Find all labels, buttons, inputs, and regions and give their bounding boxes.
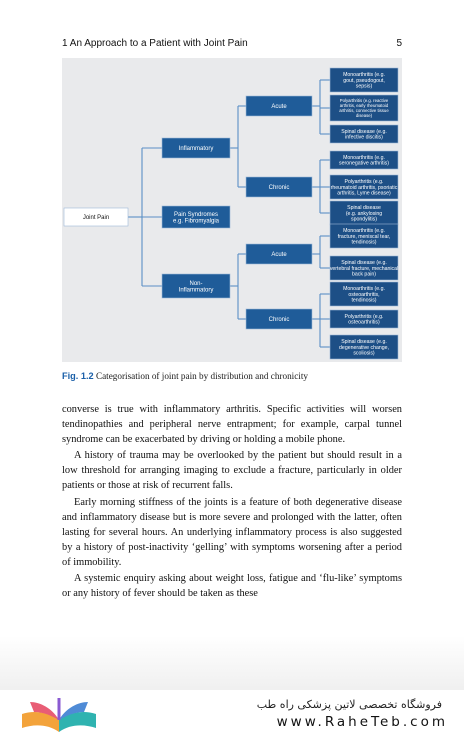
book-logo-icon <box>18 694 100 738</box>
leaf-node-label: Polyarthritis (e.g. reactive <box>339 98 389 104</box>
leaf-node-label: rheumatoid arthritis, psoriatic <box>330 184 398 191</box>
leaf-node-label: infective discitis) <box>345 134 383 141</box>
body-text <box>62 402 402 602</box>
leaf-node-label: spondylitis) <box>351 216 377 223</box>
leaf-node-label: arthritis, connective tissue <box>339 107 389 113</box>
page-fade <box>0 636 464 692</box>
figure-caption <box>62 370 402 382</box>
leaf-node-label: vertebral fracture, mechanical <box>329 265 399 272</box>
leaf-node-label: tendinosis) <box>351 297 377 304</box>
inflammatory-acute-node-label: Acute <box>271 104 287 111</box>
leaf-node-label: Polyarthritis (e.g. <box>344 313 384 320</box>
chapter-title: 1 An Approach to a Patient with Joint Pain <box>62 38 248 49</box>
leaf-node-label: arthritis, early rheumatoid <box>339 103 389 109</box>
leaf-node-label: Monoarthritis (e.g. <box>343 286 385 293</box>
non-inflammatory-acute-node-label: Acute <box>271 252 287 259</box>
leaf-node-label: gout, pseudogout, <box>343 77 385 84</box>
leaf-node-label: Monoarthritis (e.g. <box>343 72 385 79</box>
leaf-node-label: Spinal disease (e.g. <box>341 260 387 267</box>
leaf-node-label: disease) <box>355 112 373 118</box>
leaf-node-label: sepsis) <box>355 83 373 90</box>
leaf-node-label: osteoarthritis, <box>348 291 380 298</box>
leaf-node-label: seronegative arthritis) <box>339 160 389 167</box>
leaf-node-label: Monoarthritis (e.g. <box>343 154 385 161</box>
leaf-node-label: Monoarthritis (e.g. <box>343 228 385 235</box>
flowchart-figure <box>62 58 402 362</box>
paragraph: A history of trauma may be overlooked by the patient but should result in a low threshold for arranging imaging to exclude a fracture, particularly in older patients or those at risk of recurrent falls. <box>62 450 402 492</box>
leaf-node-label: scoliosis) <box>353 350 375 357</box>
paragraph: Early morning stiffness of the joints is a feature of both degenerative disease and inflammatory disease but is more severe and prolonged with the latter, often lasting for several hours. An underlying inflammatory process is also suggested by a history of post-inactivity ‘gelling’ with symptoms worsening after a period of immobility. <box>62 496 402 568</box>
caption-text: Categorisation of joint pain by distribution and chronicity <box>95 371 308 381</box>
pain-syndromes-node-label: e.g. Fibromyalgia <box>172 218 220 225</box>
leaf-node-label: arthritis, Lyme disease) <box>337 190 391 197</box>
joint-pain-flowchart <box>62 58 402 362</box>
leaf-node-label: Spinal disease <box>347 205 381 212</box>
non-inflammatory-chronic-node-label: Chronic <box>268 317 290 324</box>
non-inflammatory-node-label: Non- <box>189 280 203 287</box>
pain-syndromes-node-label: Pain Syndromes <box>173 211 219 218</box>
leaf-node-label: Polyarthritis (e.g. <box>344 179 384 186</box>
inflammatory-node-label: Inflammatory <box>178 146 214 153</box>
leaf-node-label: Spinal disease (e.g. <box>341 128 387 135</box>
shop-name: فروشگاه تخصصی لاتین پزشکی راه طب <box>256 698 442 711</box>
leaf-node-label: tendinosis) <box>351 239 377 246</box>
leaf-node-label: Spinal disease (e.g. <box>341 339 387 346</box>
leaf-node-label: fracture, meniscal tear, <box>337 233 391 240</box>
figure-label: Fig. 1.2 <box>62 371 94 381</box>
inflammatory-chronic-node-label: Chronic <box>268 185 290 192</box>
leaf-node-label: degenerative change, <box>339 344 389 351</box>
paragraph: converse is true with inflammatory arthritis. Specific activities will worsen tendinopathies and peripheral nerve entrapment; for example, carpal tunnel syndrome can be exacerbated by driving or holding a mobile phone. <box>62 404 402 446</box>
leaf-node-label: back pain) <box>352 271 376 278</box>
running-header <box>62 38 402 52</box>
root-node-label: Joint Pain <box>82 215 110 222</box>
website-link[interactable]: www.RaheTeb.com <box>276 714 448 730</box>
non-inflammatory-node-label: Inflammatory <box>178 287 214 294</box>
leaf-node-label: osteoarthritis) <box>348 319 380 326</box>
leaf-node-label: (e.g. ankylosing <box>345 210 383 217</box>
paragraph: A systemic enquiry asking about weight loss, fatigue and ‘flu-like’ symptoms or any history of fever should be taken as these <box>62 573 402 600</box>
watermark-footer <box>0 690 464 742</box>
page-number: 5 <box>396 38 402 49</box>
